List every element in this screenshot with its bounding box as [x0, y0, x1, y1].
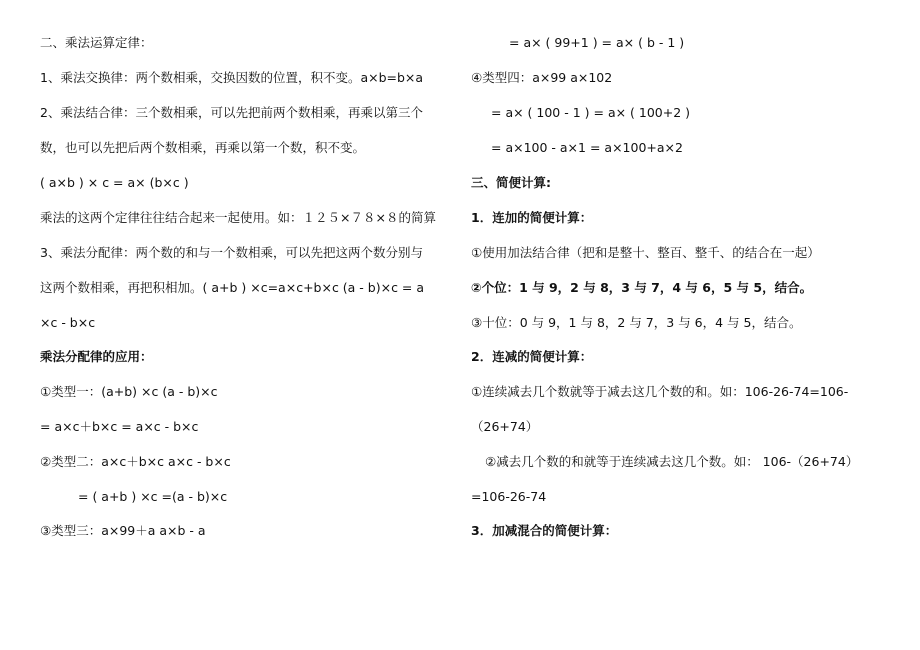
distributive-application-heading: 乘法分配律的应用： — [40, 349, 153, 364]
subtraction-rule-two: ②减去几个数的和就等于连续减去这几个数。如： 106-（26+74） — [485, 454, 859, 469]
subtraction-rule-two-cont: =106-26-74 — [471, 489, 547, 504]
commutative-law: 1、乘法交换律：两个数相乘，交换因数的位置，积不变。a×b=b×a — [40, 70, 424, 85]
ones-digit-pairs: ②个位：1 与 9，2 与 8，3 与 7，4 与 6，5 与 5，结合。 — [471, 280, 813, 295]
type-two-result: = ( a+b ) ×c =(a - b)×c — [78, 489, 228, 504]
type-two: ②类型二：a×c＋b×c a×c - b×c — [40, 454, 231, 469]
consecutive-addition-heading: 1．连加的简便计算： — [471, 210, 593, 225]
mixed-add-subtract-heading: 3．加减混合的简便计算： — [471, 523, 618, 538]
distributive-law-line1: 3、乘法分配律：两个数的和与一个数相乘，可以先把这两个数分别与 — [40, 245, 423, 260]
type-three: ③类型三：a×99＋a a×b - a — [40, 523, 206, 538]
distributive-law-line2: 这两个数相乘，再把积相加。( a+b ) ×c=a×c+b×c (a - b)×c = a — [40, 280, 425, 295]
associative-law-line1: 2、乘法结合律：三个数相乘，可以先把前两个数相乘，再乘以第三个 — [40, 105, 423, 120]
type-four: ④类型四：a×99 a×102 — [471, 70, 613, 85]
subtraction-rule-one-cont: （26+74） — [471, 419, 539, 434]
associative-formula: ( a×b ) × c = a× (b×c ) — [40, 175, 189, 190]
type-one-result: = a×c＋b×c = a×c - b×c — [40, 419, 199, 434]
type-one: ①类型一：(a+b) ×c (a - b)×c — [40, 384, 218, 399]
type-three-result: = a× ( 99+1 ) = a× ( b - 1 ) — [509, 35, 685, 50]
consecutive-subtraction-heading: 2．连减的简便计算： — [471, 349, 593, 364]
distributive-law-line3: ×c - b×c — [40, 315, 96, 330]
subtraction-rule-one: ①连续减去几个数就等于减去这几个数的和。如：106-26-74=106- — [471, 384, 849, 399]
tens-digit-pairs: ③十位：0 与 9，1 与 8，2 与 7，3 与 6，4 与 5，结合。 — [471, 315, 802, 330]
associative-law-line2: 数，也可以先把后两个数相乘，再乘以第一个数，积不变。 — [40, 140, 366, 155]
type-four-step1: = a× ( 100 - 1 ) = a× ( 100+2 ) — [491, 105, 691, 120]
section-heading-simplified-calculation: 三、简便计算: — [471, 175, 551, 190]
type-four-step2: = a×100 - a×1 = a×100+a×2 — [491, 140, 683, 155]
addition-associative-tip: ①使用加法结合律（把和是整十、整百、整千、的结合在一起） — [471, 245, 820, 260]
section-heading-multiplication-laws: 二、乘法运算定律： — [40, 35, 153, 50]
combined-usage-note: 乘法的这两个定律往往结合起来一起使用。如：１２５×７８×８的简算 — [40, 210, 436, 225]
